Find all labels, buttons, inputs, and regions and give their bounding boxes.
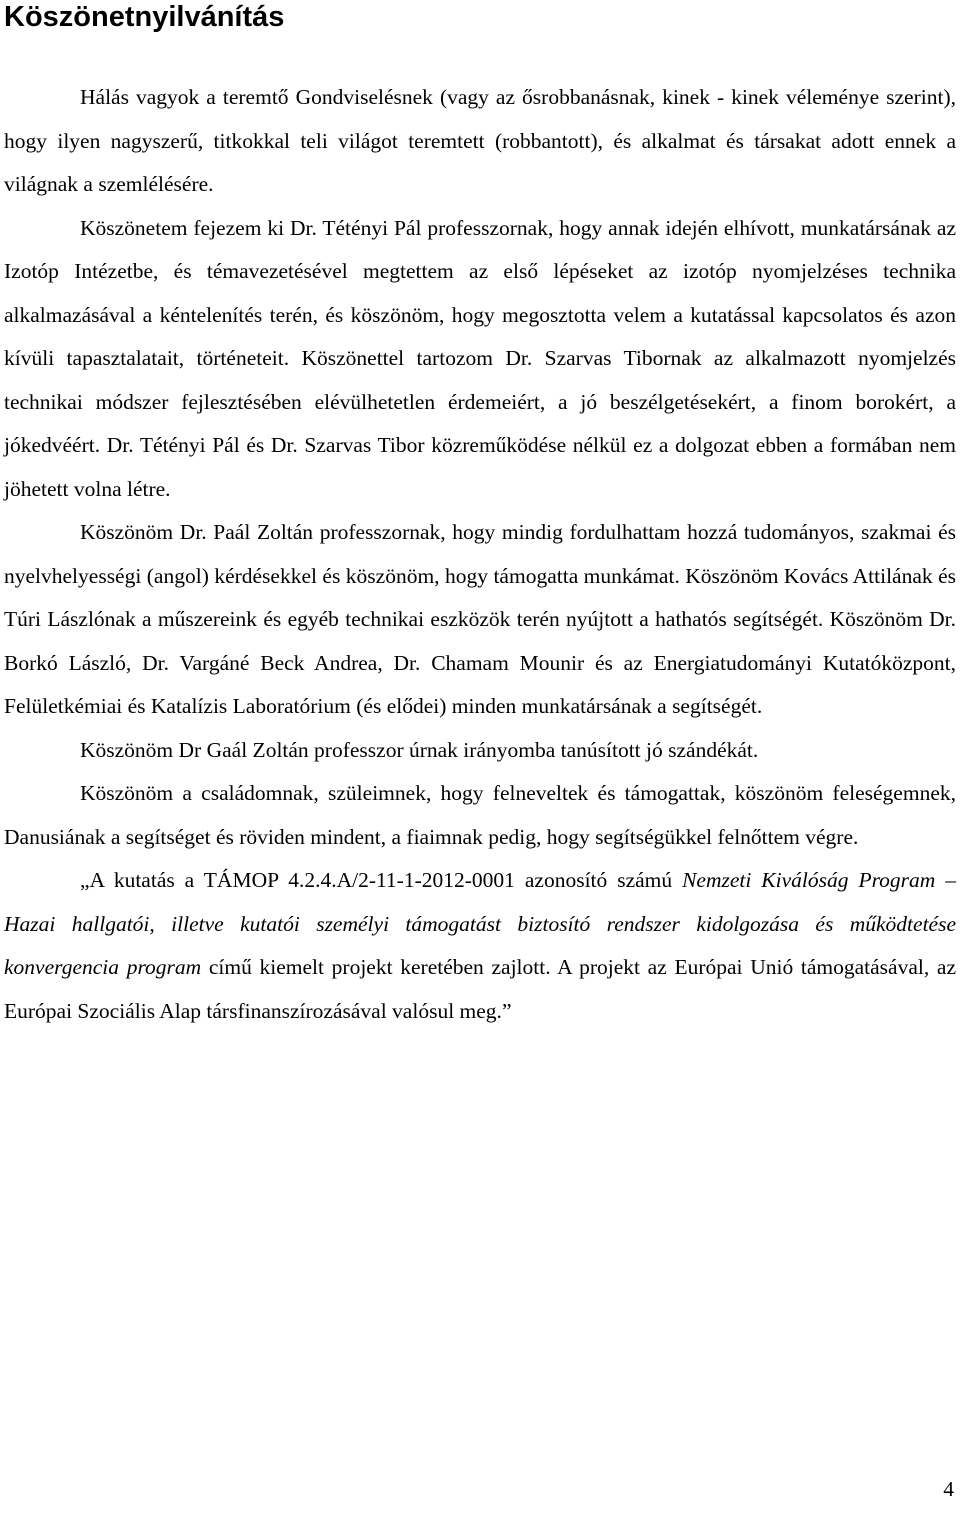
acknowledgements-body	[4, 76, 956, 1033]
paragraph-gaal: Köszönöm Dr Gaál Zoltán professzor úrnak irányomba tanúsított jó szándékát.	[80, 737, 759, 762]
funding-program-name: Nemzeti Kiválóság Program – Hazai hallgatói, illetve kutatói személyi támogatást biztosító rendszer kidolgozása és működtetése konvergencia program	[4, 868, 956, 979]
funding-tail-text: című kiemelt projekt keretében zajlott. A projekt az Európai Unió támogatásával, az Európai Szociális Alap társfinanszírozásával valósul meg.	[4, 955, 956, 1023]
funding-open-quote: „	[80, 868, 90, 892]
page-number: 4	[943, 1477, 954, 1501]
paragraph-paal-colleagues: Köszönöm Dr. Paál Zoltán professzornak, hogy mindig fordulhattam hozzá tudományos, szakmai és nyelvhelyességi (angol) kérdésekkel és köszönöm, hogy támogatta munkámat. Köszönöm Kovács Attilának és Túri Lászlónak a műszereink és egyéb technikai eszközök terén nyújtott a hathatós segítségét. Köszönöm Dr. Borkó László, Dr. Vargáné Beck Andrea, Dr. Chamam Mounir és az Energiatudományi Kutatóközpont, Felületkémiai és Katalízis Laboratórium (és elődei) minden munkatársának a segítségét.	[4, 520, 956, 718]
paragraph-gratitude: Hálás vagyok a teremtő Gondviselésnek (vagy az ősrobbanásnak, kinek - kinek véleménye szerint), hogy ilyen nagyszerű, titkokkal teli világot teremtett (robbantott), és alkalmat és társakat adott ennek a világnak a szemlélésére.	[4, 85, 956, 196]
paragraph-tetenyi-szarvas: Köszönetem fejezem ki Dr. Tétényi Pál professzornak, hogy annak idején elhívott, munkatársának az Izotóp Intézetbe, és témavezetésével megtettem az első lépéseket az izotóp nyomjelzéses technika alkalmazásával a kéntelenítés terén, és köszönöm, hogy megosztotta velem a kutatással kapcsolatos és azon kívüli tapasztalatait, történeteit. Köszönettel tartozom Dr. Szarvas Tibornak az alkalmazott nyomjelzés technikai módszer fejlesztésében elévülhetetlen érdemeiért, a jó beszélgetésekért, a finom borokért, a jókedvéért. Dr. Tétényi Pál és Dr. Szarvas Tibor közreműködése nélkül ez a dolgozat ebben a formában nem jöhetett volna létre.	[4, 215, 956, 501]
funding-close-quote: ”	[501, 998, 512, 1023]
paragraph-family: Köszönöm a családomnak, szüleimnek, hogy felneveltek és támogattak, köszönöm feleségemnek, Danusiának a segítséget és röviden mindent, a fiaimnak pedig, hogy segítségükkel felnőttem végre.	[4, 781, 956, 849]
funding-lead-text: A kutatás a TÁMOP 4.2.4.A/2-11-1-2012-0001 azonosító számú	[89, 868, 683, 892]
paragraph-funding	[4, 859, 956, 1033]
page-title: Köszönetnyilvánítás	[4, 1, 285, 33]
